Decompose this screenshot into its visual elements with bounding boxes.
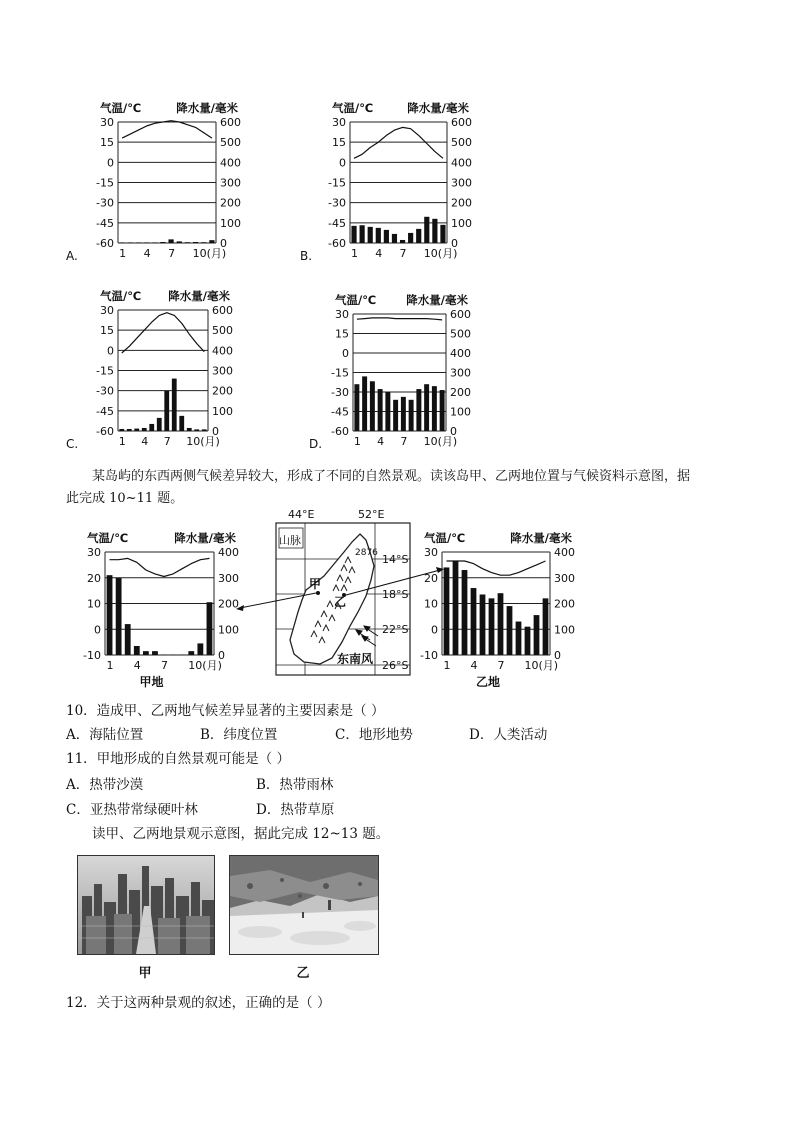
precip-tick-label: 500 [220, 136, 241, 150]
precip-bar [187, 428, 192, 431]
temp-tick-label: 20 [424, 571, 438, 585]
precip-tick-label: 400 [554, 546, 575, 559]
precip-bar [440, 225, 445, 243]
precip-tick-label: 300 [218, 571, 239, 585]
precip-tick-label: 500 [451, 136, 472, 150]
precip-tick-label: 200 [218, 597, 239, 611]
precip-tick-label: 500 [212, 324, 233, 338]
precip-bar [134, 429, 139, 431]
month-tick-label: 10(月) [423, 247, 458, 260]
q11-option-a[interactable]: A．热带沙漠 [66, 777, 144, 793]
temp-tick-label: 0 [94, 623, 101, 637]
precip-bar [144, 242, 149, 243]
month-tick-label: 4 [133, 659, 141, 672]
temp-tick-label: -30 [328, 196, 346, 210]
temp-tick-label: -60 [331, 425, 349, 438]
passage-12-13: 读甲、乙两地景观示意图，据此完成 12~13 题。 [92, 826, 390, 842]
precip-bar [462, 570, 468, 655]
temp-tick-label: -10 [420, 649, 438, 662]
precip-bar [172, 379, 177, 431]
temperature-curve [447, 561, 546, 575]
temp-axis-title: 气温/℃ [332, 101, 374, 115]
precip-bar [152, 651, 158, 655]
lat-26-label: 26°S [382, 659, 409, 672]
precip-bar [516, 622, 522, 655]
precip-bar [143, 651, 149, 655]
month-tick-label: 1 [119, 247, 127, 260]
temp-tick-label: 15 [100, 324, 114, 338]
precip-bar [188, 651, 194, 655]
temp-tick-label: 30 [100, 116, 114, 129]
photo-jia-caption: 甲 [138, 966, 152, 981]
month-tick-label: 4 [141, 435, 149, 448]
precip-bar [543, 598, 549, 655]
temp-tick-label: 20 [87, 571, 101, 585]
island-map [236, 508, 444, 675]
precip-tick-label: 200 [554, 597, 575, 611]
precip-bar [125, 624, 131, 655]
month-tick-label: 10(月) [423, 435, 458, 448]
temp-tick-label: 30 [87, 546, 101, 559]
precip-bar [202, 429, 207, 431]
precip-bar [489, 598, 495, 655]
temp-tick-label: -45 [96, 404, 114, 418]
q10-option-d[interactable]: D．人类活动 [469, 727, 548, 743]
precip-tick-label: 100 [220, 216, 241, 230]
island-climate-figure [0, 508, 794, 693]
temp-axis-title: 气温/℃ [424, 531, 466, 545]
lat-18-label: 18°S [382, 588, 409, 601]
precip-tick-label: 0 [212, 425, 219, 438]
landscape-photo-yi [229, 855, 379, 955]
month-tick-label: 1 [353, 435, 361, 448]
precip-axis-title: 降水量/毫米 [168, 289, 230, 303]
chart-option-letter: B. [300, 249, 313, 263]
precip-bar [444, 567, 450, 655]
month-tick-label: 4 [375, 247, 383, 260]
precip-tick-label: 0 [218, 649, 225, 662]
precip-tick-label: 400 [220, 156, 241, 170]
map-place-yi: 乙 [334, 595, 347, 609]
precip-bar [179, 416, 184, 431]
lat-22-label: 22°S [382, 623, 409, 636]
precip-bar [424, 217, 429, 243]
climate-charts-top [0, 0, 794, 450]
precip-tick-label: 300 [450, 366, 471, 380]
temp-axis-title: 气温/℃ [100, 101, 142, 115]
temp-axis-title: 气温/℃ [100, 289, 142, 303]
precip-bar [360, 225, 365, 243]
precip-tick-label: 0 [554, 649, 561, 662]
climate-chart-jia [83, 531, 239, 689]
month-tick-label: 1 [351, 247, 359, 260]
lat-14-label: 14°S [382, 553, 409, 566]
climate-chart-yi [420, 531, 575, 689]
temp-tick-label: 15 [332, 136, 346, 150]
precip-tick-label: 600 [451, 116, 472, 129]
map-place-jia: 甲 [309, 577, 322, 591]
temp-tick-label: 0 [342, 347, 349, 360]
temperature-curve [354, 127, 443, 158]
temp-tick-label: -15 [96, 176, 114, 190]
precip-bar [534, 615, 540, 655]
temp-tick-label: -45 [328, 216, 346, 230]
precip-bar [157, 418, 162, 431]
precip-tick-label: 600 [220, 116, 241, 129]
precip-bar [432, 386, 437, 431]
temp-tick-label: 0 [107, 156, 114, 170]
precip-bar [193, 242, 198, 243]
month-tick-label: 1 [118, 435, 126, 448]
precip-bar [127, 429, 132, 431]
temp-tick-label: -15 [96, 364, 114, 378]
temp-tick-label: -15 [328, 176, 346, 190]
precip-bar [416, 229, 421, 243]
temp-tick-label: 30 [335, 308, 349, 321]
question-11: 11．甲地形成的自然景观可能是（ ） [66, 751, 290, 767]
temp-tick-label: -45 [331, 405, 349, 419]
temp-tick-label: 0 [339, 156, 346, 170]
precip-bar [116, 578, 122, 655]
precip-tick-label: 200 [451, 196, 472, 210]
precip-bar [362, 376, 367, 431]
climate-chart-a [66, 101, 241, 263]
precip-tick-label: 0 [450, 425, 457, 438]
month-tick-label: 10(月) [186, 435, 220, 448]
precip-bar [432, 219, 437, 243]
precip-tick-label: 100 [450, 405, 471, 419]
chart-caption-yi: 乙地 [475, 675, 501, 689]
month-tick-label: 10(月) [188, 659, 222, 672]
climate-chart-b [300, 101, 472, 263]
chart-caption-jia: 甲地 [139, 675, 164, 689]
precip-bar [119, 429, 124, 431]
q10-option-a[interactable]: A．海陆位置 [66, 727, 144, 743]
precip-axis-title: 降水量/毫米 [176, 101, 238, 115]
precip-bar [507, 606, 513, 655]
temp-tick-label: -60 [96, 237, 114, 250]
precip-bar [392, 234, 397, 243]
temp-tick-label: -45 [96, 216, 114, 230]
precip-bar [498, 593, 504, 655]
temp-tick-label: -30 [96, 384, 114, 398]
precip-bar [149, 424, 154, 431]
precip-tick-label: 200 [220, 196, 241, 210]
precip-bar [194, 429, 199, 431]
precip-bar [480, 594, 486, 655]
precip-tick-label: 100 [554, 623, 575, 637]
precip-bar [376, 228, 381, 243]
peak-elevation-label: 2876 [355, 548, 378, 558]
precip-bar [197, 643, 203, 655]
temp-tick-label: 0 [107, 344, 114, 358]
climate-chart-d [309, 293, 471, 450]
temp-tick-label: -60 [328, 237, 346, 250]
wind-label: 东南风 [337, 652, 374, 666]
q10-option-b[interactable]: B．纬度位置 [200, 727, 278, 743]
precip-bar [416, 389, 421, 431]
q11-option-b[interactable]: B．热带雨林 [256, 777, 334, 793]
temp-axis-title: 气温/℃ [87, 531, 129, 545]
precip-tick-label: 300 [212, 364, 233, 378]
temp-tick-label: -60 [96, 425, 114, 438]
temp-tick-label: -10 [83, 649, 101, 662]
precip-tick-label: 400 [451, 156, 472, 170]
temp-tick-label: 30 [424, 546, 438, 559]
temperature-curve [122, 121, 212, 138]
month-tick-label: 7 [399, 247, 407, 260]
temp-tick-label: 30 [332, 116, 346, 129]
precip-bar [408, 233, 413, 243]
precip-bar [525, 627, 531, 655]
precip-bar [128, 242, 133, 243]
precip-bar [400, 240, 405, 243]
passage-10-11-line1: 某岛屿的东西两侧气候差异较大，形成了不同的自然景观。读该岛甲、乙两地位置与气候资料示意图，据 [92, 469, 691, 484]
precip-bar [177, 241, 182, 243]
chart-option-letter: C. [66, 437, 79, 450]
temp-axis-title: 气温/℃ [335, 293, 377, 307]
precip-bar [201, 242, 206, 243]
chart-option-letter: A. [66, 249, 78, 263]
month-tick-label: 1 [443, 659, 451, 672]
temperature-curve [110, 558, 210, 576]
precip-tick-label: 600 [212, 304, 233, 317]
precip-tick-label: 100 [451, 216, 472, 230]
precip-bar [170, 654, 176, 655]
month-tick-label: 7 [163, 435, 171, 448]
month-tick-label: 10(月) [524, 659, 559, 672]
temp-tick-label: 10 [424, 597, 438, 611]
q10-option-c[interactable]: C．地形地势 [335, 727, 413, 743]
precip-bar [168, 239, 173, 243]
precip-tick-label: 300 [451, 176, 472, 190]
precip-tick-label: 500 [450, 327, 471, 341]
precip-bar [393, 400, 398, 431]
precip-bar [107, 575, 113, 655]
month-tick-label: 4 [470, 659, 478, 672]
mountain-legend-label: 山脉 [279, 534, 301, 547]
precip-tick-label: 400 [218, 546, 239, 559]
photo-yi-caption: 乙 [296, 966, 310, 981]
precip-bar [164, 391, 169, 431]
month-tick-label: 7 [161, 659, 169, 672]
precip-bar [385, 392, 390, 431]
temp-tick-label: 10 [87, 597, 101, 611]
temp-tick-label: -15 [331, 366, 349, 380]
precip-tick-label: 100 [218, 623, 239, 637]
temp-tick-label: -30 [96, 196, 114, 210]
temp-tick-label: 30 [100, 304, 114, 317]
precip-axis-title: 降水量/毫米 [407, 101, 469, 115]
month-tick-label: 7 [400, 435, 408, 448]
month-tick-label: 1 [106, 659, 114, 672]
question-12: 12．关于这两种景观的叙述，正确的是（ ） [66, 995, 331, 1011]
month-tick-label: 4 [143, 247, 151, 260]
precip-axis-title: 降水量/毫米 [510, 531, 572, 545]
precip-bar [409, 400, 414, 431]
precip-bar [152, 242, 157, 243]
lon-52-label: 52°E [358, 508, 385, 521]
precip-tick-label: 400 [450, 347, 471, 360]
climate-chart-c [66, 289, 233, 450]
precip-tick-label: 600 [450, 308, 471, 321]
precip-bar [354, 384, 359, 431]
precip-bar [185, 242, 190, 243]
precip-bar [424, 384, 429, 431]
precip-bar [179, 654, 185, 655]
precip-bar [142, 428, 147, 431]
precip-bar [378, 389, 383, 431]
temperature-curve [122, 313, 205, 353]
month-tick-label: 7 [168, 247, 176, 260]
chart-option-letter: D. [309, 437, 323, 450]
precip-tick-label: 0 [220, 237, 227, 250]
temp-tick-label: 0 [431, 623, 438, 637]
temp-tick-label: 15 [335, 327, 349, 341]
precip-axis-title: 降水量/毫米 [406, 293, 468, 307]
q11-option-d[interactable]: D．热带草原 [256, 802, 335, 818]
precip-bar [160, 242, 165, 243]
precip-tick-label: 0 [451, 237, 458, 250]
precip-bar [471, 588, 477, 655]
temp-tick-label: -30 [331, 386, 349, 399]
month-tick-label: 10(月) [192, 247, 227, 260]
precip-tick-label: 200 [212, 384, 233, 398]
precip-axis-title: 降水量/毫米 [174, 531, 236, 545]
month-tick-label: 7 [497, 659, 505, 672]
precip-bar [368, 227, 373, 243]
precip-tick-label: 300 [554, 571, 575, 585]
precip-bar [134, 646, 140, 655]
precip-bar [209, 240, 214, 243]
passage-10-11-line2: 此完成 10~11 题。 [66, 491, 184, 506]
precip-tick-label: 400 [212, 344, 233, 358]
precip-bar [440, 390, 445, 431]
precip-bar [401, 397, 406, 431]
precip-bar [384, 230, 389, 243]
question-10: 10．造成甲、乙两地气候差异显著的主要因素是（ ） [66, 703, 385, 719]
precip-bar [453, 561, 459, 655]
q11-option-c[interactable]: C．亚热带常绿硬叶林 [66, 802, 198, 818]
precip-bar [119, 242, 124, 243]
precip-bar [161, 654, 167, 655]
precip-bar [136, 242, 141, 243]
precip-tick-label: 100 [212, 404, 233, 418]
precip-tick-label: 200 [450, 386, 471, 399]
precip-bar [370, 381, 375, 431]
temperature-curve [357, 318, 442, 320]
month-tick-label: 4 [377, 435, 385, 448]
lon-44-label: 44°E [288, 508, 315, 521]
precip-tick-label: 300 [220, 176, 241, 190]
precip-bar [207, 602, 213, 655]
temp-tick-label: 15 [100, 136, 114, 150]
precip-bar [351, 226, 356, 243]
landscape-photo-jia [77, 855, 215, 955]
